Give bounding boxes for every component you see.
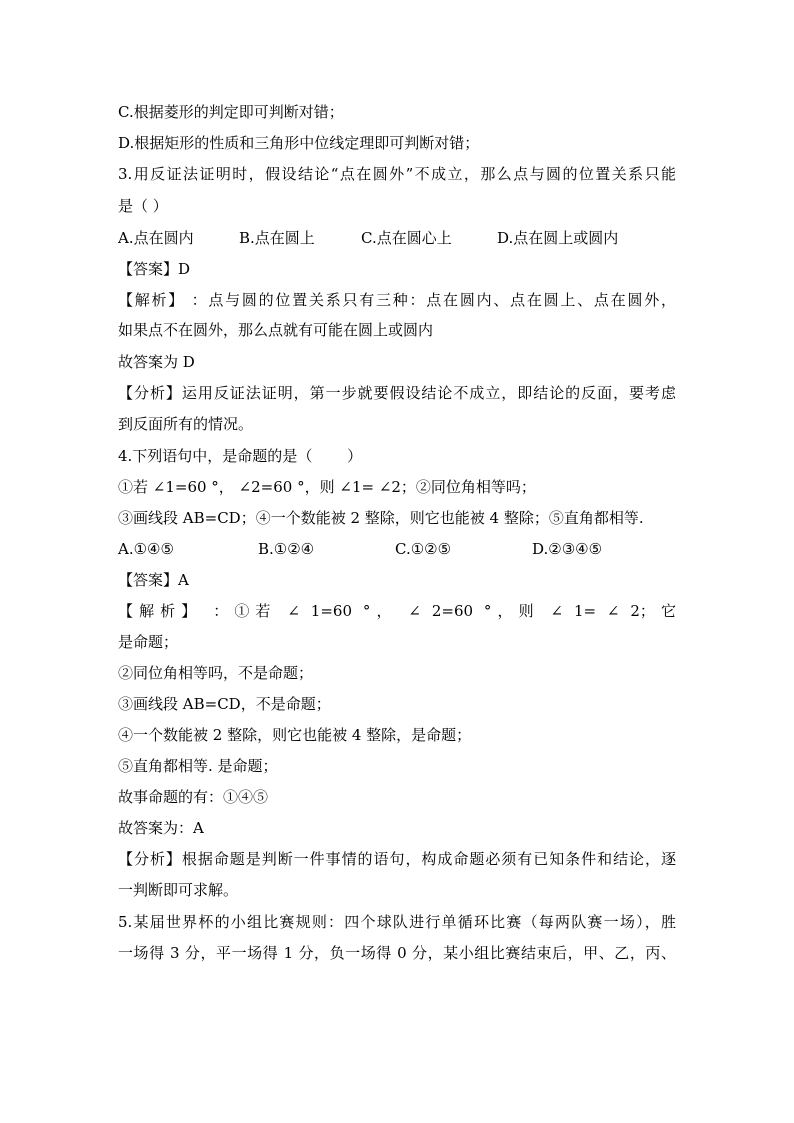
summary-text: 故事命题的有：①④⑤ (118, 788, 269, 806)
option-b: B.①②④ (258, 540, 315, 558)
fenxi-text-cont: 到反面所有的情况。 (118, 415, 254, 433)
answer-label: 【答案】D (118, 260, 191, 278)
option-a: A.点在圆内 (118, 229, 194, 247)
conclusion-text: 故答案为：A (118, 819, 204, 837)
question-5-stem: 5.某届世界杯的小组比赛规则：四个球队进行单循环比赛（每两队赛一场），胜 (118, 913, 676, 931)
fenxi-text: 【分析】根据命题是判断一件事情的语句，构成命题必须有已知条件和结论，逐 (118, 850, 676, 868)
analysis-item: ⑤直角都相等. 是命题； (118, 757, 278, 775)
analysis-item: ③画线段 AB=CD，不是命题； (118, 695, 331, 713)
option-c: C.点在圆心上 (361, 229, 452, 247)
fenxi-text: 【分析】运用反证法证明，第一步就要假设结论不成立，即结论的反面，要考虑 (118, 384, 676, 402)
answer-label: 【答案】A (118, 571, 189, 589)
option-b: B.点在圆上 (239, 229, 315, 247)
analysis-text-cont: 如果点不在圆外，那么点就有可能在圆上或圆内 (118, 321, 434, 339)
analysis-item: ④一个数能被 2 整除，则它也能被 4 整除，是命题； (118, 726, 472, 744)
fenxi-text-cont: 一判断即可求解。 (118, 881, 239, 899)
question-3-stem: 3.用反证法证明时，假设结论“点在圆外”不成立，那么点与圆的位置关系只能 (118, 165, 676, 183)
question-4-statements: ①若 ∠1=60 °， ∠2=60 °，则 ∠1= ∠2；②同位角相等吗； (118, 478, 536, 496)
question-3-options (118, 228, 676, 248)
text-line: C.根据菱形的判定即可判断对错； (118, 103, 344, 121)
question-5-stem-cont: 一场得 3 分，平一场得 1 分，负一场得 0 分，某小组比赛结束后，甲、乙，丙、 (118, 944, 676, 962)
option-d: D.②③④⑤ (532, 540, 603, 558)
text-line: D.根据矩形的性质和三角形中位线定理即可判断对错； (118, 134, 480, 152)
analysis-item: ②同位角相等吗，不是命题； (118, 664, 314, 682)
analysis-text: 【解析】 ：①若 ∠ 1=60 °， ∠ 2=60 °，则 ∠ 1= ∠ 2；它 (118, 602, 676, 620)
question-4-stem: 4.下列语句中，是命题的是（ ） (118, 447, 363, 465)
option-c: C.①②⑤ (395, 540, 452, 558)
analysis-text-cont: 是命题； (118, 633, 179, 651)
question-4-options (118, 539, 676, 559)
question-4-statements-cont: ③画线段 AB=CD；④一个数能被 2 整除，则它也能被 4 整除；⑤直角都相等. (118, 509, 644, 527)
conclusion-text: 故答案为 D (118, 353, 195, 371)
question-3-stem-cont: 是（ ） (118, 197, 168, 215)
option-d: D.点在圆上或圆内 (497, 229, 619, 247)
option-a: A.①④⑤ (118, 540, 174, 558)
analysis-text: 【解析】 ：点与圆的位置关系只有三种：点在圆内、点在圆上、点在圆外， (118, 291, 676, 309)
